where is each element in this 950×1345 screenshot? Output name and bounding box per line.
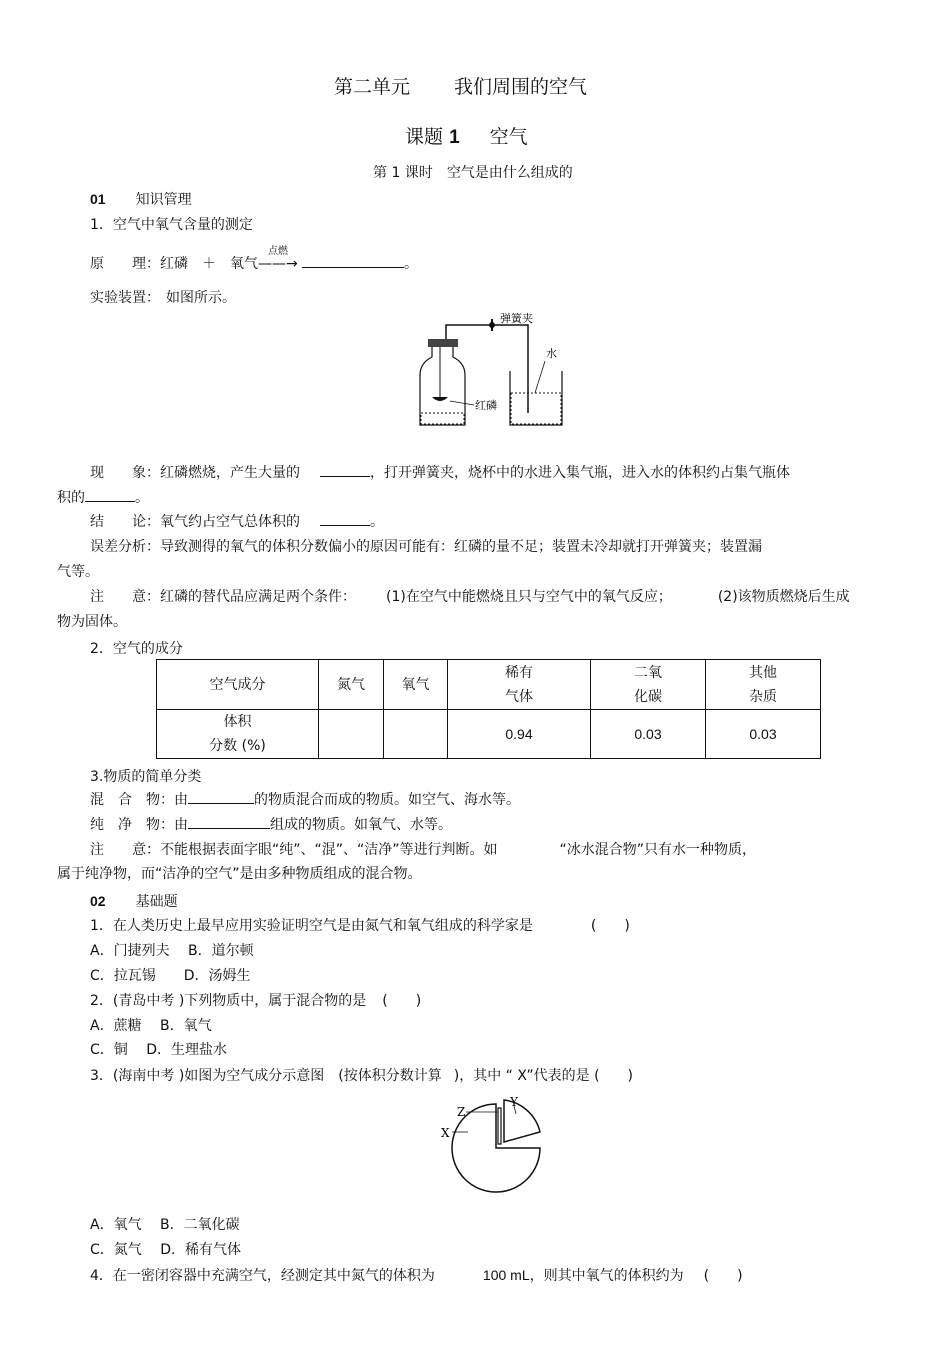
question-2-options-a: A．蔗糖 B．氧气 (90, 1018, 212, 1034)
question-1: 1．在人类历史上最早应用实验证明空气是由氮气和氧气组成的科学家是 ( ) (90, 918, 630, 934)
table-header-cell: 其他 杂质 (706, 660, 821, 710)
lesson-title: 课题 1 空气 (405, 126, 528, 148)
air-composition-table (156, 659, 821, 759)
note-line: 注 意：红磷的替代品应满足两个条件： (1)在空气中能燃烧且只与空气中的氧气反应； (2)该物质燃烧后生成 (90, 589, 850, 605)
item2-title: 2．空气的成分 (90, 641, 183, 657)
error-analysis-line: 误差分析：导致测得的氧气的体积分数偏小的原因可能有：红磷的量不足；装置未冷却就打开弹簧夹；装置漏 (90, 539, 762, 555)
table-header-cell: 氧气 (384, 660, 448, 710)
question-3-options-c: C．氮气 D．稀有气体 (90, 1242, 242, 1258)
unit-title: 第二单元 我们周围的空气 (334, 76, 588, 98)
table-cell: 0.94 (448, 710, 591, 759)
pie-slice-z (498, 1108, 501, 1144)
principle-line: 原 理：红磷 ＋ 氧气 点燃 ——→ 。 (90, 246, 418, 272)
reaction-arrow: 点燃 ——→ (258, 246, 298, 272)
conclusion-line: 结 论：氧气约占空气总体积的 。 (90, 511, 384, 531)
pie-label-y: Y (510, 1095, 518, 1109)
table-cell (319, 710, 384, 759)
pie-label-x: X (441, 1126, 450, 1140)
section-heading-02: 02 基础题 (90, 893, 178, 910)
pure-line: 纯 净 物：由 组成的物质。如氧气、水等。 (90, 814, 452, 834)
principle-blank (302, 253, 404, 268)
device-line: 实验装置： 如图所示。 (90, 290, 236, 306)
table-cell: 0.03 (706, 710, 821, 759)
section-heading-01: 01 知识管理 (90, 191, 192, 208)
table-header-cell: 氮气 (319, 660, 384, 710)
table-header-row (157, 660, 821, 710)
table-header-cell: 空气成分 (157, 660, 319, 710)
item1-title: 1．空气中氧气含量的测定 (90, 217, 253, 233)
apparatus-figure (410, 305, 575, 430)
question-3-options-a: A．氧气 B．二氧化碳 (90, 1217, 240, 1233)
spring-clamp (489, 322, 495, 328)
bottle-water (421, 413, 464, 424)
air-pie-figure (438, 1094, 553, 1196)
note2-line: 注 意：不能根据表面字眼“纯”、“混”、“洁净”等进行判断。如 “冰水混合物”只有水一种物质， (90, 842, 757, 858)
phosphorus-label: 红磷 (475, 399, 497, 412)
bottle-stopper (428, 339, 458, 347)
question-4: 4．在一密闭容器中充满空气，经测定其中氮气的体积为 100 mL，则其中氧气的体积约为 ( ) (90, 1267, 743, 1284)
error-analysis-line2: 气等。 (57, 564, 99, 580)
phenomenon-line2: 积的 。 (57, 487, 149, 507)
table-header-cell: 二氧 化碳 (591, 660, 706, 710)
pie-label-z: Z (457, 1105, 466, 1119)
phenomenon-line: 现 象：红磷燃烧，产生大量的 ，打开弹簧夹，烧杯中的水进入集气瓶，进入水的体积约占集气瓶体 (90, 462, 790, 482)
question-2: 2．(青岛中考 )下列物质中，属于混合物的是 ( ) (90, 993, 422, 1009)
beaker (510, 371, 562, 425)
mixture-line: 混 合 物：由 的物质混合而成的物质。如空气、海水等。 (90, 789, 520, 809)
question-3: 3．(海南中考 )如图为空气成分示意图 (按体积分数计算 )，其中 “ X”代表的是 ( ) (90, 1068, 634, 1084)
table-cell (384, 710, 448, 759)
note2-line2: 属于纯净物，而“洁净的空气”是由多种物质组成的混合物。 (57, 866, 422, 882)
question-1-options-a: A．门捷列夫 B．道尔顿 (90, 943, 254, 959)
table-row-label: 体积 分数 (%) (157, 710, 319, 759)
clamp-label: 弹簧夹 (500, 312, 533, 325)
water-label: 水 (546, 347, 557, 360)
period-title: 第 1 课时 空气是由什么组成的 (373, 165, 573, 181)
table-header-cell: 稀有 气体 (448, 660, 591, 710)
question-2-options-c: C．铜 D．生理盐水 (90, 1042, 228, 1058)
combustion-spoon (432, 397, 448, 401)
item3-title: 3.物质的简单分类 (90, 769, 202, 785)
question-1-options-c: C．拉瓦锡 D．汤姆生 (90, 968, 251, 984)
table-row (157, 710, 821, 759)
note-line2: 物为固体。 (57, 614, 127, 630)
table-cell: 0.03 (591, 710, 706, 759)
beaker-water (511, 393, 561, 424)
